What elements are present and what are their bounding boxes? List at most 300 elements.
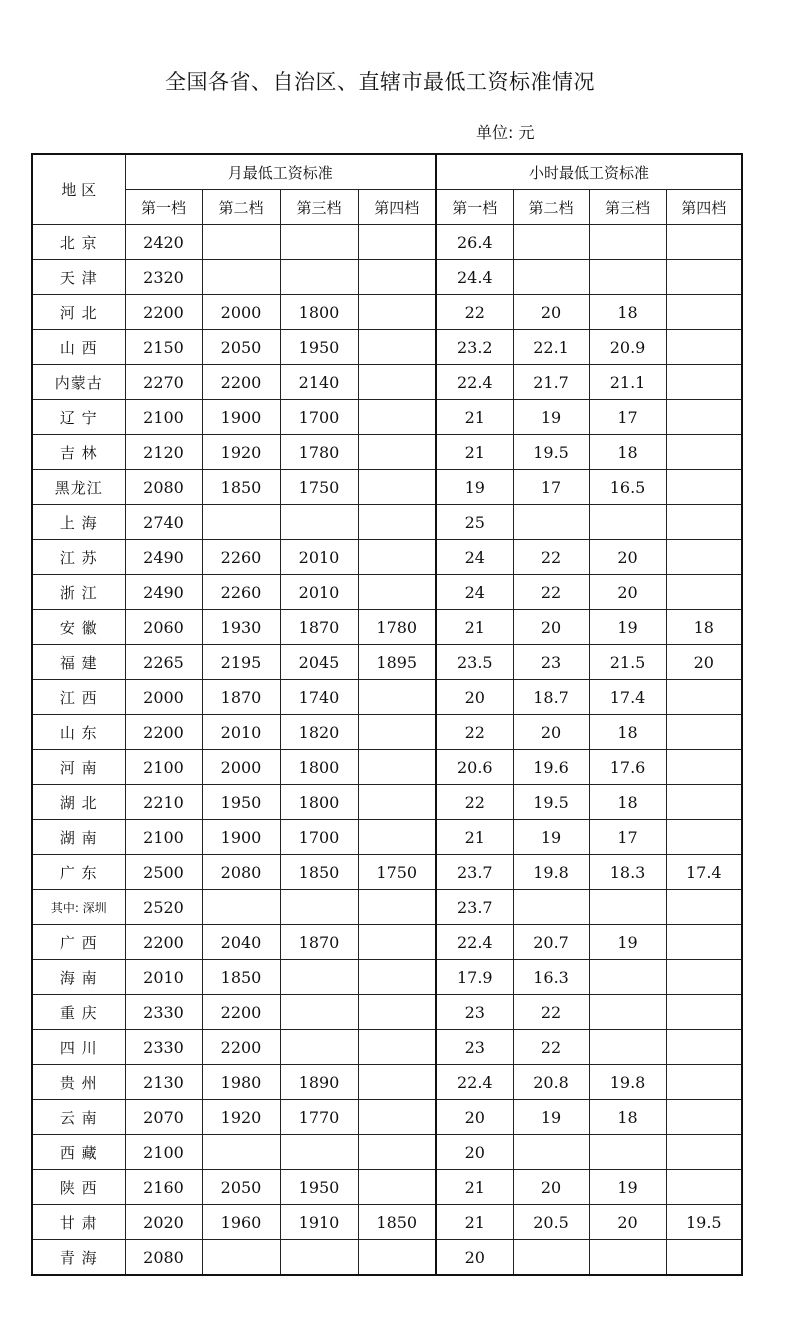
monthly-tier-2-cell: 1980	[202, 1065, 280, 1100]
monthly-tier-3-cell: 1890	[280, 1065, 358, 1100]
hourly-tier-2-cell: 22	[513, 995, 589, 1030]
monthly-tier-2-cell: 1850	[202, 470, 280, 505]
hourly-tier-3-cell	[589, 995, 666, 1030]
monthly-tier-3-cell: 1870	[280, 610, 358, 645]
monthly-tier-4-cell: 1850	[358, 1205, 436, 1240]
monthly-tier-4-cell	[358, 1065, 436, 1100]
region-cell: 江 苏	[32, 540, 125, 575]
monthly-tier-2-cell: 2000	[202, 750, 280, 785]
monthly-tier-4-cell	[358, 365, 436, 400]
hourly-tier-2-cell: 16.3	[513, 960, 589, 995]
hourly-tier-3-cell: 20	[589, 540, 666, 575]
monthly-tier-2-cell: 2200	[202, 1030, 280, 1065]
monthly-tier-3-cell: 2010	[280, 540, 358, 575]
hourly-tier-1-cell: 24	[436, 540, 513, 575]
monthly-tier-4-header: 第四档	[358, 190, 436, 225]
hourly-tier-3-cell: 17.4	[589, 680, 666, 715]
hourly-tier-1-cell: 21	[436, 820, 513, 855]
monthly-tier-4-cell: 1750	[358, 855, 436, 890]
monthly-tier-3-cell: 1820	[280, 715, 358, 750]
monthly-tier-3-cell	[280, 995, 358, 1030]
monthly-tier-2-cell	[202, 505, 280, 540]
hourly-tier-3-cell	[589, 505, 666, 540]
monthly-tier-2-cell: 2050	[202, 330, 280, 365]
monthly-tier-3-cell: 2045	[280, 645, 358, 680]
hourly-tier-4-cell	[666, 1030, 742, 1065]
region-cell: 辽 宁	[32, 400, 125, 435]
monthly-tier-4-cell	[358, 715, 436, 750]
hourly-tier-4-cell	[666, 820, 742, 855]
hourly-tier-3-cell: 20	[589, 575, 666, 610]
monthly-tier-4-cell	[358, 435, 436, 470]
hourly-tier-3-cell: 17	[589, 400, 666, 435]
hourly-tier-4-cell	[666, 750, 742, 785]
monthly-tier-4-cell	[358, 470, 436, 505]
hourly-tier-3-cell: 19	[589, 610, 666, 645]
monthly-tier-4-cell	[358, 995, 436, 1030]
monthly-tier-4-cell	[358, 750, 436, 785]
table-row	[32, 1030, 742, 1065]
monthly-tier-2-cell: 1870	[202, 680, 280, 715]
monthly-tier-1-cell: 2265	[125, 645, 202, 680]
monthly-tier-1-cell: 2520	[125, 890, 202, 925]
monthly-tier-3-cell	[280, 960, 358, 995]
hourly-tier-4-cell	[666, 295, 742, 330]
hourly-tier-1-cell: 25	[436, 505, 513, 540]
monthly-tier-2-cell: 1930	[202, 610, 280, 645]
monthly-tier-2-cell: 1920	[202, 435, 280, 470]
monthly-tier-4-cell	[358, 960, 436, 995]
hourly-tier-1-cell: 23	[436, 995, 513, 1030]
region-cell: 河 南	[32, 750, 125, 785]
table-row	[32, 1240, 742, 1276]
hourly-tier-2-cell: 20.8	[513, 1065, 589, 1100]
region-cell: 贵 州	[32, 1065, 125, 1100]
region-header: 地 区	[32, 154, 125, 225]
hourly-tier-4-cell: 20	[666, 645, 742, 680]
monthly-tier-1-cell: 2100	[125, 1135, 202, 1170]
monthly-tier-4-cell	[358, 260, 436, 295]
monthly-tier-3-cell	[280, 1240, 358, 1276]
hourly-tier-1-cell: 22.4	[436, 1065, 513, 1100]
monthly-tier-1-cell: 2150	[125, 330, 202, 365]
monthly-tier-4-cell	[358, 890, 436, 925]
monthly-tier-1-cell: 2000	[125, 680, 202, 715]
hourly-tier-3-cell: 18.3	[589, 855, 666, 890]
hourly-tier-1-cell: 21	[436, 1170, 513, 1205]
monthly-tier-3-cell: 1780	[280, 435, 358, 470]
region-cell: 吉 林	[32, 435, 125, 470]
monthly-tier-1-cell: 2200	[125, 925, 202, 960]
table-row	[32, 715, 742, 750]
hourly-tier-4-cell	[666, 470, 742, 505]
hourly-tier-2-cell: 19.8	[513, 855, 589, 890]
hourly-tier-4-cell	[666, 715, 742, 750]
hourly-tier-3-cell: 16.5	[589, 470, 666, 505]
hourly-tier-3-cell	[589, 890, 666, 925]
hourly-tier-2-cell	[513, 505, 589, 540]
table-row	[32, 960, 742, 995]
region-cell: 福 建	[32, 645, 125, 680]
hourly-tier-2-cell: 21.7	[513, 365, 589, 400]
table-row	[32, 1205, 742, 1240]
region-cell: 北 京	[32, 225, 125, 260]
hourly-tier-2-cell: 22.1	[513, 330, 589, 365]
monthly-tier-2-cell: 2050	[202, 1170, 280, 1205]
hourly-tier-4-cell	[666, 540, 742, 575]
hourly-tier-1-cell: 21	[436, 400, 513, 435]
monthly-tier-4-cell	[358, 1240, 436, 1276]
monthly-tier-4-cell	[358, 1135, 436, 1170]
monthly-tier-4-cell	[358, 330, 436, 365]
hourly-tier-1-cell: 22	[436, 785, 513, 820]
monthly-tier-2-cell: 2195	[202, 645, 280, 680]
monthly-tier-1-cell: 2100	[125, 750, 202, 785]
table-body	[32, 225, 742, 1276]
monthly-tier-4-cell	[358, 295, 436, 330]
monthly-tier-2-cell	[202, 890, 280, 925]
hourly-tier-1-cell: 20	[436, 680, 513, 715]
hourly-tier-2-cell: 20	[513, 715, 589, 750]
region-cell: 山 东	[32, 715, 125, 750]
monthly-tier-1-cell: 2740	[125, 505, 202, 540]
monthly-tier-2-cell: 2000	[202, 295, 280, 330]
region-cell: 湖 北	[32, 785, 125, 820]
hourly-tier-2-cell: 18.7	[513, 680, 589, 715]
hourly-tier-2-cell	[513, 225, 589, 260]
hourly-tier-2-cell: 19.5	[513, 435, 589, 470]
hourly-tier-4-cell	[666, 680, 742, 715]
region-cell: 广 西	[32, 925, 125, 960]
hourly-tier-3-cell	[589, 1030, 666, 1065]
hourly-tier-2-cell: 23	[513, 645, 589, 680]
hourly-tier-3-cell	[589, 960, 666, 995]
monthly-tier-4-cell	[358, 1170, 436, 1205]
hourly-header: 小时最低工资标准	[436, 154, 742, 190]
hourly-tier-4-cell	[666, 1135, 742, 1170]
monthly-tier-3-cell: 1850	[280, 855, 358, 890]
hourly-tier-1-cell: 20	[436, 1240, 513, 1276]
monthly-tier-4-cell	[358, 925, 436, 960]
hourly-tier-2-cell: 20.5	[513, 1205, 589, 1240]
monthly-tier-3-cell: 1740	[280, 680, 358, 715]
monthly-tier-2-cell: 2200	[202, 365, 280, 400]
hourly-tier-3-header: 第三档	[589, 190, 666, 225]
table-row	[32, 575, 742, 610]
hourly-tier-1-cell: 21	[436, 610, 513, 645]
table-row	[32, 540, 742, 575]
hourly-tier-1-cell: 20.6	[436, 750, 513, 785]
hourly-tier-4-cell	[666, 890, 742, 925]
monthly-tier-1-cell: 2320	[125, 260, 202, 295]
monthly-tier-3-cell: 1700	[280, 400, 358, 435]
monthly-tier-3-cell	[280, 1135, 358, 1170]
monthly-tier-1-header: 第一档	[125, 190, 202, 225]
hourly-tier-3-cell: 18	[589, 1100, 666, 1135]
monthly-tier-2-cell: 1900	[202, 820, 280, 855]
hourly-tier-4-cell	[666, 1240, 742, 1276]
table-row	[32, 1135, 742, 1170]
monthly-tier-4-cell	[358, 1100, 436, 1135]
table-row	[32, 225, 742, 260]
monthly-tier-1-cell: 2270	[125, 365, 202, 400]
monthly-tier-2-cell	[202, 260, 280, 295]
monthly-tier-4-cell	[358, 505, 436, 540]
monthly-tier-4-cell: 1895	[358, 645, 436, 680]
monthly-tier-4-cell	[358, 820, 436, 855]
region-cell: 陕 西	[32, 1170, 125, 1205]
monthly-tier-3-cell	[280, 505, 358, 540]
hourly-tier-4-cell	[666, 505, 742, 540]
hourly-tier-3-cell: 20	[589, 1205, 666, 1240]
hourly-tier-2-cell: 22	[513, 575, 589, 610]
monthly-tier-3-cell: 1800	[280, 295, 358, 330]
table-row	[32, 890, 742, 925]
hourly-tier-1-cell: 20	[436, 1135, 513, 1170]
monthly-tier-3-cell: 1770	[280, 1100, 358, 1135]
hourly-tier-4-cell: 18	[666, 610, 742, 645]
table-row	[32, 995, 742, 1030]
monthly-tier-1-cell: 2080	[125, 470, 202, 505]
hourly-tier-3-cell: 19	[589, 1170, 666, 1205]
monthly-tier-3-header: 第三档	[280, 190, 358, 225]
hourly-tier-3-cell: 19	[589, 925, 666, 960]
monthly-tier-2-cell: 1920	[202, 1100, 280, 1135]
monthly-tier-2-cell	[202, 225, 280, 260]
hourly-tier-4-cell	[666, 435, 742, 470]
hourly-tier-4-cell	[666, 1065, 742, 1100]
monthly-tier-1-cell: 2070	[125, 1100, 202, 1135]
table-row	[32, 330, 742, 365]
monthly-tier-2-header: 第二档	[202, 190, 280, 225]
table-row	[32, 1065, 742, 1100]
monthly-tier-3-cell	[280, 225, 358, 260]
hourly-tier-1-cell: 21	[436, 1205, 513, 1240]
hourly-tier-2-cell	[513, 1240, 589, 1276]
hourly-tier-4-cell	[666, 960, 742, 995]
region-cell: 云 南	[32, 1100, 125, 1135]
region-cell: 上 海	[32, 505, 125, 540]
hourly-tier-4-header: 第四档	[666, 190, 742, 225]
table-row	[32, 610, 742, 645]
monthly-tier-3-cell: 1950	[280, 330, 358, 365]
monthly-tier-1-cell: 2100	[125, 400, 202, 435]
hourly-tier-2-cell: 19	[513, 400, 589, 435]
monthly-tier-3-cell: 1800	[280, 750, 358, 785]
hourly-tier-1-cell: 22	[436, 715, 513, 750]
monthly-tier-4-cell: 1780	[358, 610, 436, 645]
hourly-tier-4-cell	[666, 785, 742, 820]
table-row	[32, 1170, 742, 1205]
monthly-tier-1-cell: 2330	[125, 1030, 202, 1065]
hourly-tier-2-cell	[513, 260, 589, 295]
hourly-tier-1-cell: 23	[436, 1030, 513, 1065]
hourly-tier-3-cell	[589, 1135, 666, 1170]
monthly-tier-1-cell: 2130	[125, 1065, 202, 1100]
monthly-tier-1-cell: 2100	[125, 820, 202, 855]
region-cell: 内蒙古	[32, 365, 125, 400]
monthly-tier-1-cell: 2490	[125, 540, 202, 575]
monthly-tier-2-cell: 1950	[202, 785, 280, 820]
region-cell: 河 北	[32, 295, 125, 330]
table-row	[32, 1100, 742, 1135]
monthly-tier-1-cell: 2080	[125, 1240, 202, 1276]
table-row	[32, 365, 742, 400]
monthly-tier-4-cell	[358, 785, 436, 820]
monthly-tier-3-cell: 1750	[280, 470, 358, 505]
hourly-tier-4-cell	[666, 330, 742, 365]
table-row	[32, 260, 742, 295]
hourly-tier-2-cell: 22	[513, 1030, 589, 1065]
unit-label: 单位: 元	[476, 123, 535, 142]
monthly-tier-2-cell	[202, 1240, 280, 1276]
table-row	[32, 820, 742, 855]
table-row	[32, 470, 742, 505]
hourly-tier-4-cell	[666, 225, 742, 260]
monthly-tier-2-cell: 1850	[202, 960, 280, 995]
hourly-tier-1-cell: 23.7	[436, 890, 513, 925]
hourly-tier-3-cell: 17.6	[589, 750, 666, 785]
region-cell: 重 庆	[32, 995, 125, 1030]
hourly-tier-4-cell	[666, 1100, 742, 1135]
hourly-tier-2-cell: 22	[513, 540, 589, 575]
hourly-tier-3-cell: 19.8	[589, 1065, 666, 1100]
table-row	[32, 750, 742, 785]
hourly-tier-1-cell: 24.4	[436, 260, 513, 295]
monthly-tier-4-cell	[358, 225, 436, 260]
monthly-tier-3-cell: 1870	[280, 925, 358, 960]
table-row	[32, 435, 742, 470]
hourly-tier-4-cell: 17.4	[666, 855, 742, 890]
monthly-tier-3-cell: 1800	[280, 785, 358, 820]
hourly-tier-2-cell: 19.6	[513, 750, 589, 785]
monthly-tier-3-cell: 1950	[280, 1170, 358, 1205]
monthly-tier-3-cell	[280, 260, 358, 295]
hourly-tier-2-cell: 20.7	[513, 925, 589, 960]
hourly-tier-2-cell	[513, 1135, 589, 1170]
monthly-tier-3-cell: 2140	[280, 365, 358, 400]
monthly-tier-2-cell: 1960	[202, 1205, 280, 1240]
monthly-tier-3-cell	[280, 890, 358, 925]
hourly-tier-4-cell: 19.5	[666, 1205, 742, 1240]
hourly-tier-3-cell	[589, 1240, 666, 1276]
hourly-tier-3-cell: 20.9	[589, 330, 666, 365]
monthly-tier-3-cell: 1700	[280, 820, 358, 855]
monthly-tier-2-cell: 1900	[202, 400, 280, 435]
region-cell: 海 南	[32, 960, 125, 995]
hourly-tier-2-cell	[513, 890, 589, 925]
hourly-tier-3-cell: 18	[589, 295, 666, 330]
hourly-tier-4-cell	[666, 575, 742, 610]
monthly-tier-3-cell: 2010	[280, 575, 358, 610]
monthly-tier-1-cell: 2500	[125, 855, 202, 890]
monthly-tier-4-cell	[358, 1030, 436, 1065]
hourly-tier-1-cell: 22.4	[436, 365, 513, 400]
hourly-tier-2-cell: 19.5	[513, 785, 589, 820]
hourly-tier-2-header: 第二档	[513, 190, 589, 225]
monthly-tier-2-cell: 2080	[202, 855, 280, 890]
hourly-tier-4-cell	[666, 260, 742, 295]
monthly-tier-1-cell: 2420	[125, 225, 202, 260]
region-cell: 山 西	[32, 330, 125, 365]
hourly-tier-3-cell	[589, 225, 666, 260]
header-row-2	[32, 190, 742, 225]
hourly-tier-4-cell	[666, 925, 742, 960]
table-row	[32, 785, 742, 820]
table-row	[32, 505, 742, 540]
hourly-tier-2-cell: 19	[513, 820, 589, 855]
region-cell: 江 西	[32, 680, 125, 715]
hourly-tier-3-cell: 21.5	[589, 645, 666, 680]
hourly-tier-3-cell: 17	[589, 820, 666, 855]
min-wage-table	[31, 153, 743, 1276]
hourly-tier-4-cell	[666, 1170, 742, 1205]
table-row	[32, 925, 742, 960]
header-row-1	[32, 154, 742, 190]
region-cell: 黑龙江	[32, 470, 125, 505]
monthly-tier-4-cell	[358, 400, 436, 435]
monthly-tier-1-cell: 2060	[125, 610, 202, 645]
monthly-tier-4-cell	[358, 540, 436, 575]
monthly-tier-2-cell: 2200	[202, 995, 280, 1030]
monthly-tier-2-cell: 2260	[202, 540, 280, 575]
hourly-tier-1-cell: 23.2	[436, 330, 513, 365]
monthly-tier-1-cell: 2490	[125, 575, 202, 610]
hourly-tier-3-cell: 18	[589, 435, 666, 470]
monthly-tier-1-cell: 2120	[125, 435, 202, 470]
monthly-tier-1-cell: 2200	[125, 715, 202, 750]
monthly-tier-2-cell	[202, 1135, 280, 1170]
monthly-tier-2-cell: 2260	[202, 575, 280, 610]
monthly-tier-1-cell: 2210	[125, 785, 202, 820]
hourly-tier-4-cell	[666, 995, 742, 1030]
monthly-tier-1-cell: 2020	[125, 1205, 202, 1240]
region-cell: 甘 肃	[32, 1205, 125, 1240]
hourly-tier-1-cell: 17.9	[436, 960, 513, 995]
hourly-tier-1-header: 第一档	[436, 190, 513, 225]
hourly-tier-1-cell: 19	[436, 470, 513, 505]
hourly-tier-3-cell: 18	[589, 785, 666, 820]
region-cell: 其中: 深圳	[32, 890, 125, 925]
hourly-tier-1-cell: 23.5	[436, 645, 513, 680]
table-row	[32, 680, 742, 715]
hourly-tier-2-cell: 20	[513, 610, 589, 645]
hourly-tier-1-cell: 23.7	[436, 855, 513, 890]
monthly-tier-1-cell: 2160	[125, 1170, 202, 1205]
hourly-tier-1-cell: 24	[436, 575, 513, 610]
monthly-tier-4-cell	[358, 575, 436, 610]
hourly-tier-2-cell: 20	[513, 295, 589, 330]
table-row	[32, 295, 742, 330]
region-cell: 浙 江	[32, 575, 125, 610]
table-row	[32, 855, 742, 890]
monthly-tier-2-cell: 2010	[202, 715, 280, 750]
hourly-tier-3-cell	[589, 260, 666, 295]
hourly-tier-3-cell: 21.1	[589, 365, 666, 400]
hourly-tier-1-cell: 20	[436, 1100, 513, 1135]
region-cell: 湖 南	[32, 820, 125, 855]
hourly-tier-3-cell: 18	[589, 715, 666, 750]
monthly-header: 月最低工资标准	[125, 154, 436, 190]
monthly-tier-3-cell	[280, 1030, 358, 1065]
monthly-tier-3-cell: 1910	[280, 1205, 358, 1240]
hourly-tier-2-cell: 19	[513, 1100, 589, 1135]
hourly-tier-4-cell	[666, 365, 742, 400]
hourly-tier-1-cell: 26.4	[436, 225, 513, 260]
hourly-tier-1-cell: 21	[436, 435, 513, 470]
region-cell: 天 津	[32, 260, 125, 295]
monthly-tier-1-cell: 2010	[125, 960, 202, 995]
